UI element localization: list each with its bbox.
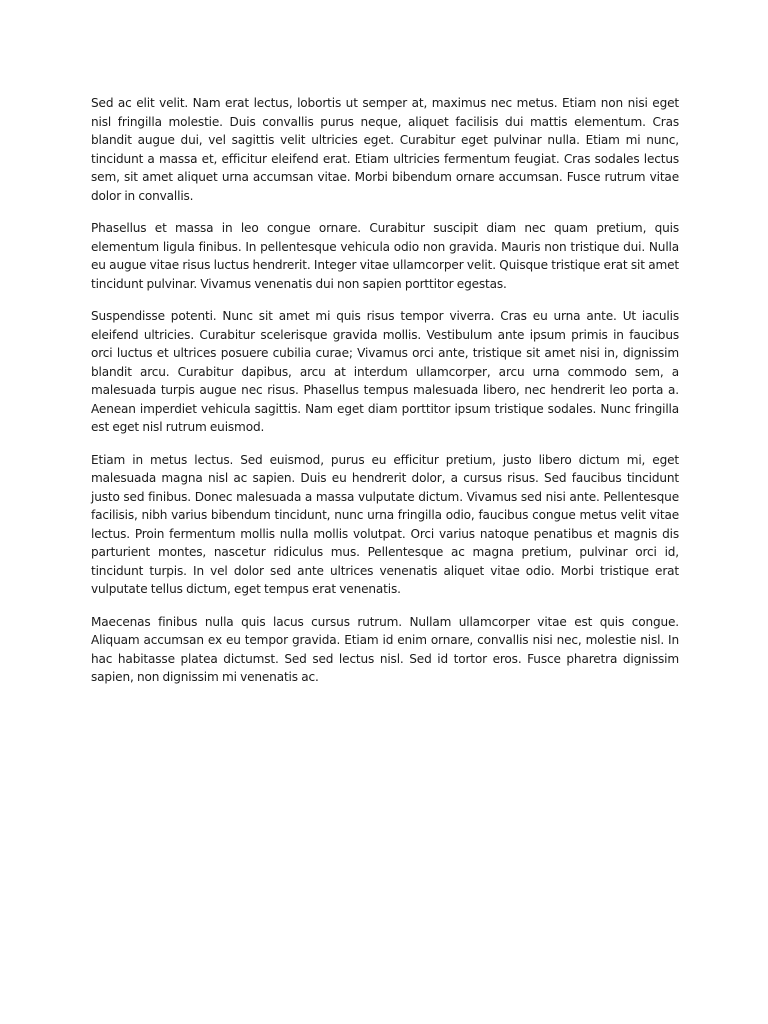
paragraph-5: Maecenas finibus nulla quis lacus cursus rutrum. Nullam ullamcorper vitae est quis congue. Aliquam accumsan ex eu tempor gravida. Etiam id enim ornare, convallis nisi nec, molestie nisl. In hac habitasse platea dictumst. Sed sed lectus nisl. Sed id tortor eros. Fusce pharetra dignissim sapien, non dignissim mi venenatis ac.: [91, 614, 679, 684]
paragraph-1: Sed ac elit velit. Nam erat lectus, lobortis ut semper at, maximus nec metus. Etiam non nisi eget nisl fringilla molestie. Duis convallis purus neque, aliquet facilisis dui mattis elementum. Cras blandit augue dui, vel sagittis velit ultricies eget. Curabitur eget pulvinar nulla. Etiam mi nunc, tincidunt a massa et, efficitur eleifend erat. Etiam ultricies fermentum feugiat. Cras sodales lectus sem, sit amet aliquet urna accumsan vitae. Morbi bibendum ornare accumsan. Fusce rutrum vitae dolor in convallis.: [91, 96, 679, 203]
paragraph-2: Phasellus et massa in leo congue ornare. Curabitur suscipit diam nec quam pretium, quis elementum ligula finibus. In pellentesque vehicula odio non gravida. Mauris non tristique dui. Nulla eu augue vitae risus luctus hendrerit. Integer vitae ullamcorper velit. Quisque tristique erat sit amet tincidunt pulvinar. Vivamus venenatis dui non sapien porttitor egestas.: [91, 221, 679, 291]
document-body: [91, 94, 679, 701]
paragraph-4: Etiam in metus lectus. Sed euismod, purus eu efficitur pretium, justo libero dictum mi, eget malesuada magna nisl ac sapien. Duis eu hendrerit dolor, a cursus risus. Sed faucibus tincidunt justo sed finibus. Donec malesuada a massa vulputate dictum. Vivamus sed nisi ante. Pellentesque facilisis, nibh varius bibendum tincidunt, nunc urna fringilla odio, faucibus congue metus velit vitae lectus. Proin fermentum mollis nulla mollis volutpat. Orci varius natoque penatibus et magnis dis parturient montes, nascetur ridiculus mus. Pellentesque ac magna pretium, pulvinar orci id, tincidunt turpis. In vel dolor sed ante ultrices venenatis aliquet vitae odio. Morbi tristique erat vulputate tellus dictum, eget tempus erat venenatis.: [91, 452, 679, 596]
paragraph-3: Suspendisse potenti. Nunc sit amet mi quis risus tempor viverra. Cras eu urna ante. Ut iaculis eleifend ultricies. Curabitur scelerisque gravida mollis. Vestibulum ante ipsum primis in faucibus orci luctus et ultrices posuere cubilia curae; Vivamus orci ante, tristique sit amet nisi in, dignissim blandit arcu. Curabitur dapibus, arcu at interdum ullamcorper, arcu urna commodo sem, a malesuada turpis augue nec risus. Phasellus tempus malesuada libero, nec hendrerit leo porta a. Aenean imperdiet vehicula sagittis. Nam eget diam porttitor ipsum tristique sodales. Nunc fringilla est eget nisl rutrum euismod.: [91, 309, 679, 434]
